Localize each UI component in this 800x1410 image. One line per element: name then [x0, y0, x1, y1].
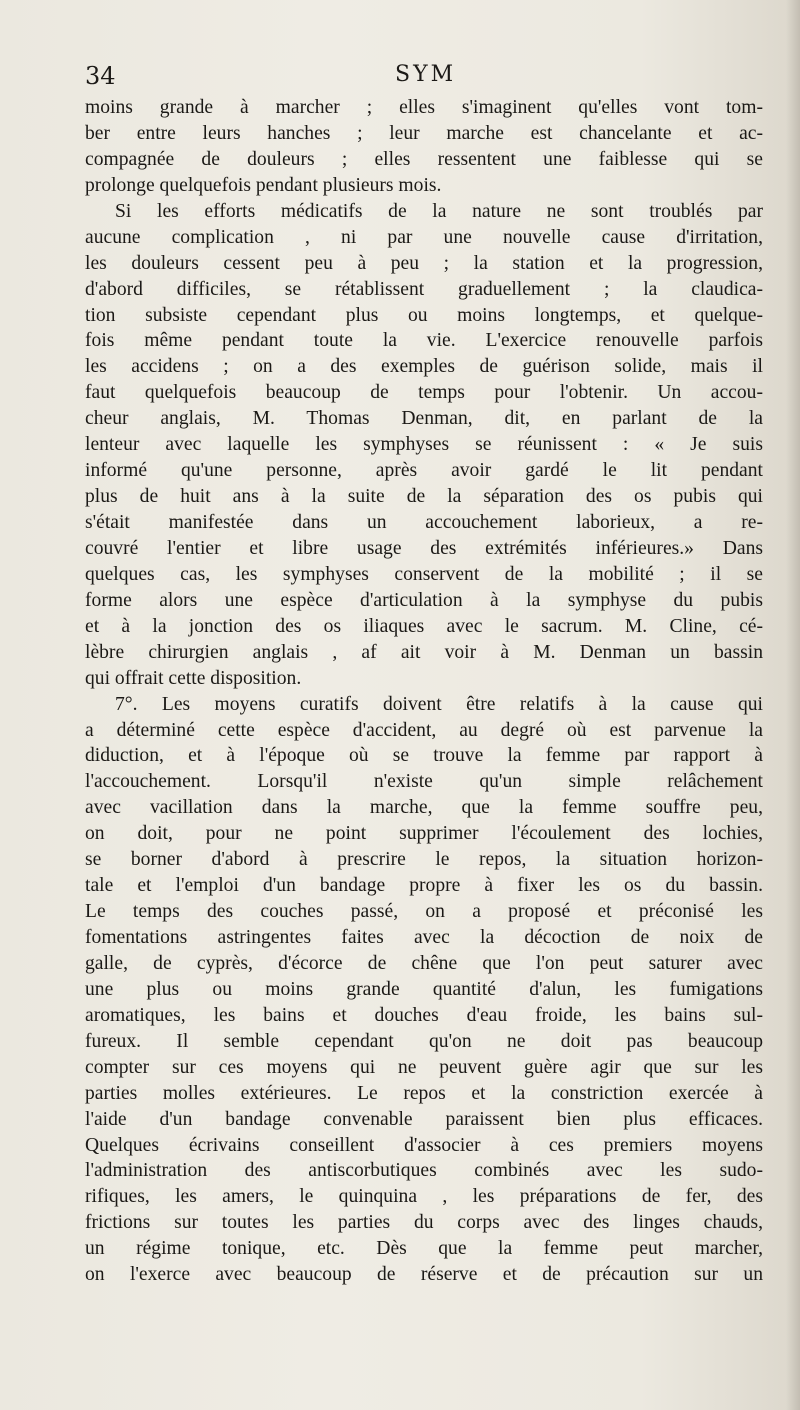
text-line: prolonge quelquefois pendant plusieurs mois. [85, 174, 442, 196]
text-line: fomentations astringentes faites avec la décoction de noix de [85, 927, 763, 948]
text-line: se borner d'abord à prescrire le repos, la situation horizon- [85, 849, 763, 871]
text-line: parties molles extérieures. Le repos et la constriction exercée à [85, 1082, 763, 1104]
page-edge-shadow [786, 0, 800, 1410]
text-line: moins grande à marcher ; elles s'imaginent qu'elles vont tom- [85, 97, 763, 118]
page-header [85, 62, 763, 92]
text-line: on l'exerce avec beaucoup de réserve et de précaution sur un [85, 1264, 763, 1286]
text-line: fureux. Il semble cependant qu'on ne doit pas beaucoup [85, 1030, 763, 1052]
text-line: s'était manifestée dans un accouchement laborieux, a re- [85, 512, 763, 533]
text-line: couvré l'entier et libre usage des extrémités inférieures.» Dans [85, 537, 763, 559]
page-number: 34 [85, 62, 116, 90]
text-line: faut quelquefois beaucoup de temps pour l'obtenir. Un accou- [85, 382, 763, 404]
text-line: avec vacillation dans la marche, que la femme souffre peu, [85, 797, 763, 819]
running-head: SYM [395, 62, 457, 87]
text-line: diduction, et à l'époque où se trouve la femme par rapport à [85, 745, 763, 767]
text-line: les accidens ; on a des exemples de guérison solide, mais il [85, 356, 763, 378]
text-line: rifiques, les amers, le quinquina , les préparations de fer, des [85, 1186, 763, 1208]
text-line: ber entre leurs hanches ; leur marche est chancelante et ac- [85, 122, 763, 144]
text-line: galle, de cyprès, d'écorce de chêne que l'on peut saturer avec [85, 952, 763, 974]
text-line: d'abord difficiles, se rétablissent graduellement ; la claudica- [85, 278, 763, 300]
text-line: Le temps des couches passé, on a proposé et préconisé les [85, 901, 763, 923]
text-line: plus de huit ans à la suite de la séparation des os pubis qui [85, 486, 763, 508]
text-line: un régime tonique, etc. Dès que la femme peut marcher, [85, 1238, 763, 1260]
text-line: et à la jonction des os iliaques avec le sacrum. M. Cline, cé- [85, 615, 763, 637]
text-line: informé qu'une personne, après avoir gardé le lit pendant [85, 460, 763, 482]
text-line: lèbre chirurgien anglais , af ait voir à M. Denman un bassin [85, 641, 763, 663]
text-line: on doit, pour ne point supprimer l'écoulement des lochies, [85, 823, 763, 845]
text-line: tion subsiste cependant plus ou moins longtemps, et quelque- [85, 304, 763, 326]
text-line: aucune complication , ni par une nouvelle cause d'irritation, [85, 226, 763, 248]
text-line: frictions sur toutes les parties du corps avec des linges chauds, [85, 1212, 763, 1234]
paragraph-first-line: Si les efforts médicatifs de la nature ne sont troublés par [115, 200, 763, 222]
text-line: lenteur avec laquelle les symphyses se réunissent : « Je suis [85, 434, 763, 456]
text-line: qui offrait cette disposition. [85, 667, 302, 689]
text-line: l'aide d'un bandage convenable paraissent bien plus efficaces. [85, 1108, 763, 1130]
text-line: les douleurs cessent peu à peu ; la station et la progression, [85, 252, 763, 274]
text-line: tale et l'emploi d'un bandage propre à fixer les os du bassin. [85, 875, 763, 897]
text-line: une plus ou moins grande quantité d'alun, les fumigations [85, 978, 763, 1000]
text-line: aromatiques, les bains et douches d'eau froide, les bains sul- [85, 1004, 763, 1026]
paragraph-first-line: 7°. Les moyens curatifs doivent être relatifs à la cause qui [115, 693, 763, 715]
body-text [85, 95, 763, 1288]
text-line: a déterminé cette espèce d'accident, au degré où est parvenue la [85, 719, 763, 741]
text-line: fois même pendant toute la vie. L'exercice renouvelle parfois [85, 330, 763, 352]
text-line: quelques cas, les symphyses conservent de la mobilité ; il se [85, 563, 763, 585]
text-line: Quelques écrivains conseillent d'associer à ces premiers moyens [85, 1134, 763, 1156]
text-line: l'administration des antiscorbutiques combinés avec les sudo- [85, 1160, 763, 1182]
text-line: compagnée de douleurs ; elles ressentent une faiblesse qui se [85, 148, 763, 170]
text-line: l'accouchement. Lorsqu'il n'existe qu'un simple relâchement [85, 771, 763, 793]
text-line: cheur anglais, M. Thomas Denman, dit, en parlant de la [85, 408, 763, 430]
text-line: forme alors une espèce d'articulation à la symphyse du pubis [85, 589, 763, 611]
text-line: compter sur ces moyens qui ne peuvent guère agir que sur les [85, 1056, 763, 1078]
